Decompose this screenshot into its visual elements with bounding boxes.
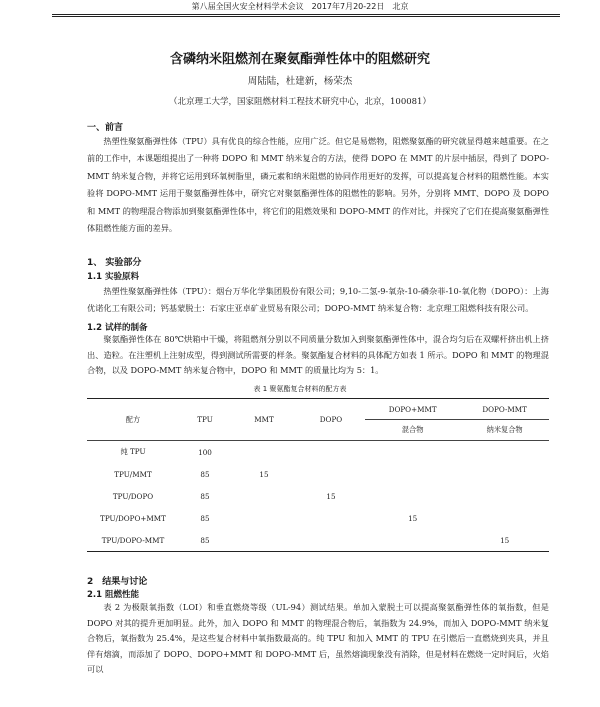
running-header: 第八届全国火安全材料学术会议 2017年7月20-22日 北京 [191, 2, 409, 11]
cell-formula: TPU/DOPO+MMT [100, 513, 166, 523]
cell-mix [365, 529, 460, 552]
table-row [87, 463, 549, 485]
col-header-mmt: MMT [254, 415, 274, 424]
col-header-mix-bottom: 混合物 [365, 420, 460, 441]
cell-mix [365, 485, 460, 507]
cell-dopo [297, 507, 365, 529]
cell-dopo [297, 463, 365, 485]
col-header-formula: 配方 [125, 414, 141, 424]
table-header-row-top [87, 399, 549, 420]
table-row [87, 529, 549, 552]
header-rule [52, 14, 560, 15]
cell-tpu: 85 [200, 513, 210, 523]
cell-nano [460, 441, 549, 464]
col-header-nano-bottom: 纳米复合物 [460, 420, 549, 441]
cell-formula: TPU/DOPO [112, 491, 154, 501]
section-heading-results: 2 结果与讨论 [87, 577, 148, 587]
col-header-nano-top: DOPO-MMT [482, 404, 527, 414]
materials-paragraph: 热塑性聚氨酯弹性体（TPU）：烟台万华化学集团股份有限公司；9,10-二氢-9-氧杂-10-磷杂菲-10-氧化物（DOPO）：上海优诺化工有限公司；钙基蒙脱土：石家庄亚卓矿业贸易有限公司；DOPO-MMT 纳米复合物：北京理工阻燃科技有限公司。 [87, 286, 549, 314]
cell-mmt [231, 485, 297, 507]
section-heading-experiment: 1、 实验部分 [87, 258, 142, 268]
cell-nano [460, 463, 549, 485]
cell-formula: TPU/MMT [114, 469, 152, 479]
cell-dopo [297, 441, 365, 464]
cell-formula: TPU/DOPO-MMT [101, 535, 165, 545]
table-row [87, 485, 549, 507]
preparation-paragraph: 聚氨酯弹性体在 80℃烘箱中干燥，将阻燃剂分别以不同质量分数加入到聚氨酯弹性体中，混合均匀后在双螺杆挤出机上挤出、造粒。在注塑机上注射成型，得到测试所需要的样条。聚氨酯复合材料的具体配方如表 1 所示。DOPO 和 MMT 的物理混合物，以及 DOPO-MMT 纳米复合物中，DOPO 和 MMT 的质量比均为 5：1。 [87, 334, 549, 375]
cell-tpu: 85 [200, 535, 210, 545]
subsection-heading-preparation: 1.2 试样的制备 [87, 323, 148, 333]
table-caption: 表 1 聚氨酯复合材料的配方表 [253, 385, 347, 393]
col-header-mix-top: DOPO+MMT [388, 404, 437, 414]
intro-paragraph: 热塑性聚氨酯弹性体（TPU）具有优良的综合性能，应用广泛。但它是易燃物，阻燃聚氨酯的研究就显得越来越重要。在之前的工作中，本课题组提出了一种将 DOPO 和 MMT 纳米复合的方法，使得 DOPO 在 MMT 的片层中插层，得到了 DOPO-MMT 纳米复合物，并将它运用到环氧树脂里，磷元素和纳米阻燃的协同作用更好的发挥，可以提高复合材料的阻燃性能。本实验将 DOPO-MMT 运用于聚氨酯弹性体中，研究它对聚氨酯弹性体的阻燃性的影响。另外，分别将 MMT、DOPO 及 DOPO 和 MMT 的物理混合物添加到聚氨酯弹性体中，将它们的阻燃效果和 DOPO-MMT 的作对比，并探究了它们在提高聚氨酯弹性体阻燃性能方面的差异。 [87, 136, 549, 234]
formulation-table [87, 398, 549, 552]
table-row [87, 441, 549, 464]
cell-dopo [297, 529, 365, 552]
cell-nano: 15 [500, 535, 510, 545]
cell-tpu: 85 [200, 469, 210, 479]
cell-mix [365, 463, 460, 485]
cell-mmt [231, 507, 297, 529]
col-header-dopo: DOPO [319, 415, 343, 424]
cell-mix [365, 441, 460, 464]
cell-formula: 纯 TPU [120, 447, 146, 456]
affiliation: （北京理工大学，国家阻燃材料工程技术研究中心，北京，100081） [169, 97, 431, 107]
cell-nano [460, 507, 549, 529]
cell-mmt: 15 [259, 469, 269, 479]
section-heading-intro: 一、前言 [87, 123, 124, 133]
cell-mmt [231, 441, 297, 464]
results-paragraph: 表 2 为极限氧指数（LOI）和垂直燃烧等级（UL-94）测试结果。单加入蒙脱土可以提高聚氨酯弹性体的氧指数，但是 DOPO 对其的提升更加明显。此外，加入 DOPO 和 MMT 的物理混合物后，氧指数为 24.9%，而加入 DOPO-MMT 纳米复合物后，氧指数为 25.4%，是这些复合材料中氧指数最高的。纯 TPU 和加入 MMT 的 TPU 在引燃后一直燃烧到夹具，并且伴有熔滴，而添加了 DOPO、DOPO+MMT 和 DOPO-MMT 后，虽然熔滴现象没有消除，但是材料在燃烧一定时间后，火焰可以 [87, 602, 549, 675]
cell-tpu: 100 [198, 447, 212, 457]
authors: 周陆陆，杜建新，杨荣杰 [247, 76, 353, 87]
cell-mix: 15 [408, 513, 418, 523]
subsection-heading-flame-retardancy: 2.1 阻燃性能 [87, 590, 140, 600]
cell-tpu: 85 [200, 491, 210, 501]
cell-mmt [231, 529, 297, 552]
col-header-tpu: TPU [197, 415, 213, 424]
cell-dopo: 15 [326, 491, 336, 501]
paper-title: 含磷纳米阻燃剂在聚氨酯弹性体中的阻燃研究 [169, 52, 430, 67]
subsection-heading-materials: 1.1 实验原料 [87, 272, 140, 282]
table-row [87, 507, 549, 529]
cell-nano [460, 485, 549, 507]
header-rule-thin [52, 16, 560, 17]
